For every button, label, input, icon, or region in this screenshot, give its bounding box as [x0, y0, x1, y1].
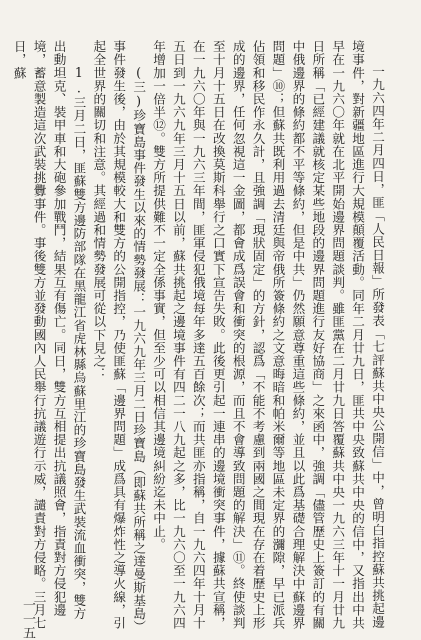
- page-number: 一一五: [20, 598, 35, 640]
- paragraph-zhenbao-island-heading: (三)珍寶島事件發生以來的情勢發展：一九六九年三月二日珍寶島（即蘇共所稱之達曼斯基島）事件發生後，由於其規模較大和雙方的公開指控，乃使匪蘇「邊界問題」成爲具有爆炸性之導火線，引起全世界的關切和注意。其經過和情勢發展可從以下見之：: [91, 40, 147, 630]
- paragraph-sino-soviet-border-history: 一九六四年二月四日，匪「人民日報」所發表「七評蘇共中央公開信」中，曾明白指控蘇共挑起邊境事件，對新疆地區進行大規模顛覆活動。同年二月廿九日，匪共中央致蘇共中央的信中，又指出中共早在一九六〇年就在北平開始邊界問題談判。雖匪黨在二月廿九日答覆蘇共中央一九六三年十一月廿九日所稱「已經建議就核定某些地段的邊界問題進行友好協商」之來函中，強調「儘管歷史上簽訂的有關中俄邊界的條約都不平等條約，但是中共」仍然願意尊重這些條約，並且以此爲基礎合理解決中蘇邊界問題」⑩；但蘇共既利用過去清廷與帝俄所簽條約之文意晦暗和帕米爾等地區未定界的瀰隙，早已派兵佔領和移民作永久計，且強調「現狀固定」的方針，認爲「不能不考慮到兩國之間現在存在着歷史上形成的邊界，任何忽視這一金圖，都會成爲誤會和衝突的根源，而且不會導致問題的解決」⑪。終使談判至十月十五日在改換莫斯科舉行之口實下宣告失敗。此後更引起一連串的邊境衝突事件，據蘇共宣稱，在一九六〇年與一九六三年間，匪軍侵犯俄境每年多達五百餘次；而共匪亦指稱，自一九六四年十月十五日到一九六九年三月十五日以前，蘇共挑起之邊境事件有四二一八九起之多，比一九六〇至一九六四年增加一倍半⑫。雙方所提供難不一定全係事實，但至少可以相信其邊境糾紛迄未中止。: [151, 40, 385, 630]
- paragraph-march-2-clash: 1.三月二日，匪蘇雙方邊防部隊在黑龍江省虎林縣烏蘇里江的珍寶島發生武裝流血衝突，雙方出動坦克、裝甲車和大砲參加戰鬥，結果互有傷亡。同日，雙方互相提出抗議照會，指責對方侵犯邊境，蓄意製造這次武裝挑釁事件。事後雙方並發動國內人民舉行抗議遊行示威，譴責對方侵略。三月七日，蘇: [11, 40, 87, 630]
